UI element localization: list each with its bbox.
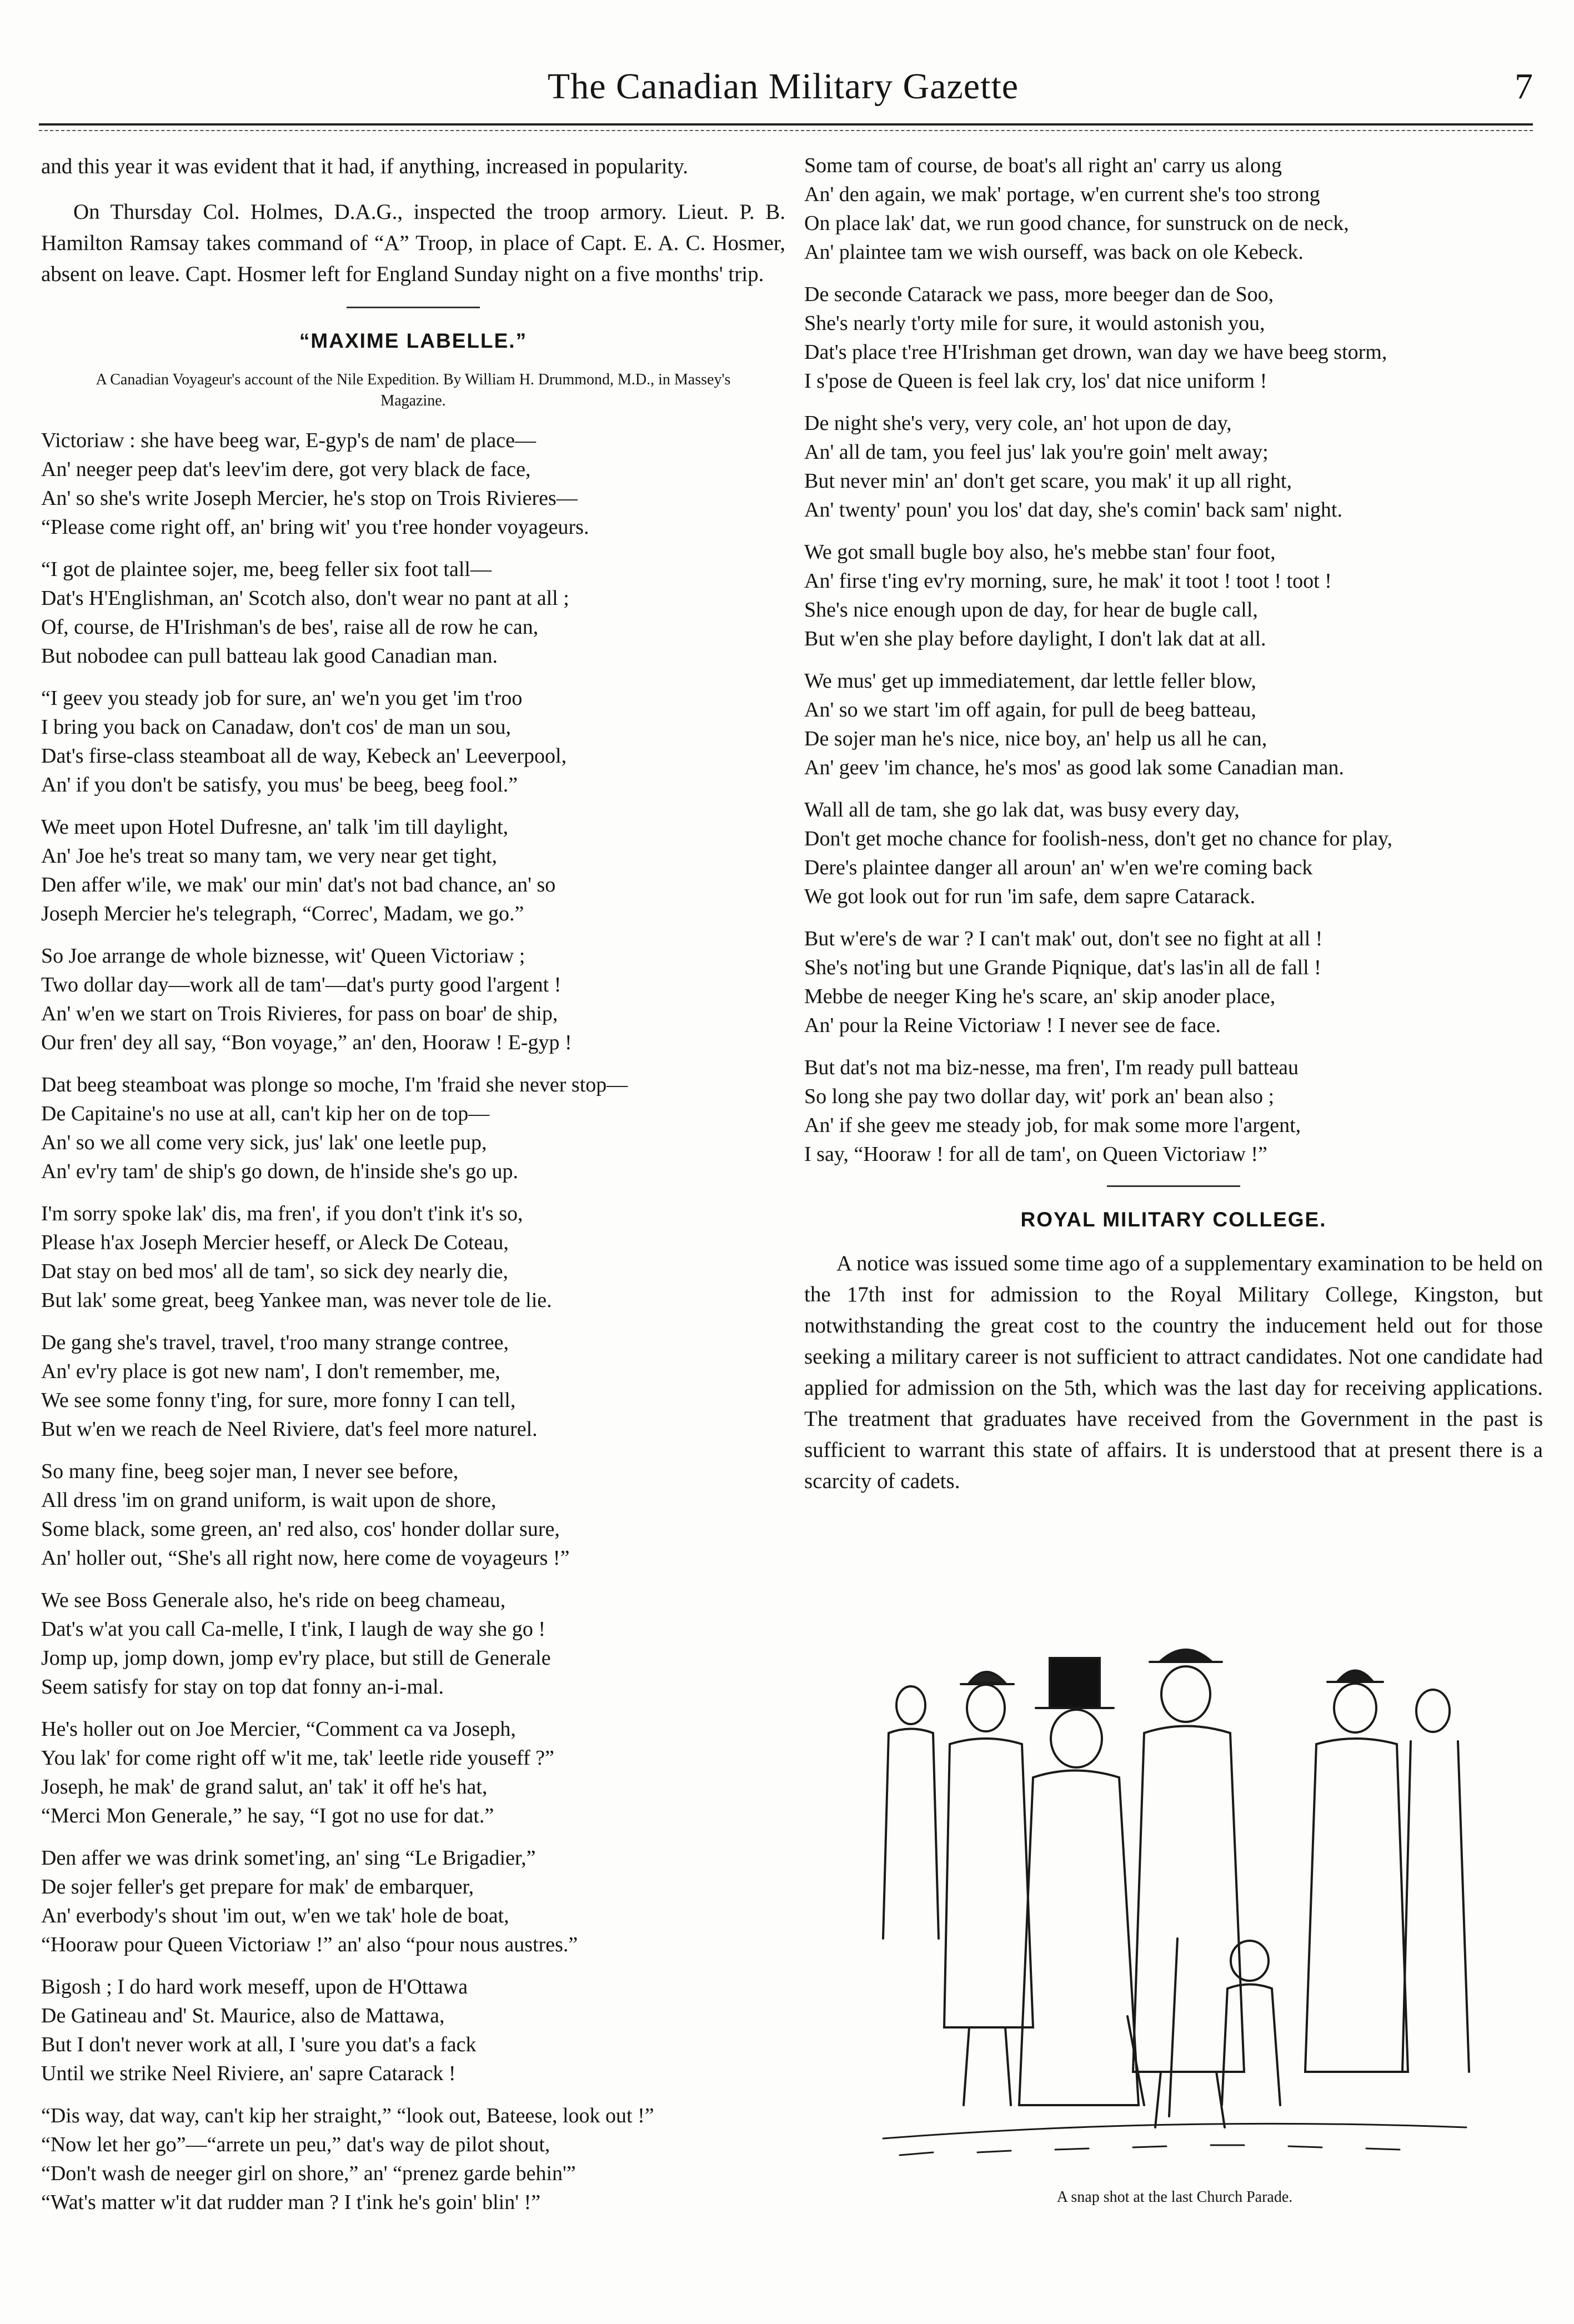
poem-line: I bring you back on Canadaw, don't cos' de man un sou, bbox=[41, 715, 512, 739]
poem-line: But nobodee can pull batteau lak good Canadian man. bbox=[41, 644, 498, 668]
poem-line: An' w'en we start on Trois Rivieres, for pass on boar' de ship, bbox=[41, 1002, 558, 1025]
poem-line: An' if you don't be satisfy, you mus' be beeg, beeg fool.” bbox=[41, 773, 518, 797]
poem-line: De Capitaine's no use at all, can't kip her on de top— bbox=[41, 1102, 490, 1125]
poem-stanza bbox=[41, 555, 785, 670]
poem-line: Dere's plaintee danger all aroun' an' w'en we're coming back bbox=[804, 856, 1313, 879]
poem-line: But w'en she play before daylight, I don't lak dat at all. bbox=[804, 627, 1266, 650]
poem-line: “Please come right off, an' bring wit' you t'ree honder voyageurs. bbox=[41, 515, 589, 539]
poem-line: We see Boss Generale also, he's ride on beeg chameau, bbox=[41, 1589, 506, 1612]
poem-line: So many fine, beeg sojer man, I never see before, bbox=[41, 1460, 459, 1483]
poem-line: But lak' some great, beeg Yankee man, was never tole de lie. bbox=[41, 1289, 552, 1312]
poem-stanzas-left bbox=[41, 426, 785, 2217]
section-divider bbox=[1107, 1185, 1240, 1187]
page-number: 7 bbox=[1515, 66, 1533, 107]
poem-stanza bbox=[804, 280, 1543, 395]
poem-line: Dat's place t'ree H'Irishman get drown, wan day we have beeg storm, bbox=[804, 340, 1387, 364]
poem-line: “Don't wash de neeger girl on shore,” an' “prenez garde behin'” bbox=[41, 2162, 576, 2185]
poem-line: We got look out for run 'im safe, dem sapre Catarack. bbox=[804, 885, 1256, 908]
poem-line: Dat's w'at you call Ca-melle, I t'ink, I laugh de way she go ! bbox=[41, 1617, 546, 1641]
poem-stanza bbox=[804, 1053, 1543, 1169]
poem-line: But w'ere's de war ? I can't mak' out, don't see no fight at all ! bbox=[804, 927, 1323, 950]
poem-line: But w'en we reach de Neel Riviere, dat's feel more naturel. bbox=[41, 1418, 538, 1441]
poem-line: De gang she's travel, travel, t'roo many strange contree, bbox=[41, 1331, 509, 1354]
poem-line: Jomp up, jomp down, jomp ev'ry place, but still de Generale bbox=[41, 1646, 551, 1670]
poem-line: An' plaintee tam we wish ourseff, was back on ole Kebeck. bbox=[804, 241, 1304, 264]
poem-line: An' so she's write Joseph Mercier, he's stop on Trois Rivieres— bbox=[41, 487, 578, 510]
header-rule bbox=[39, 123, 1533, 126]
poem-line: Some tam of course, de boat's all right an' carry us along bbox=[804, 154, 1282, 177]
poem-line: Until we strike Neel Riviere, an' sapre Catarack ! bbox=[41, 2062, 456, 2085]
poem-line: I say, “Hooraw ! for all de tam', on Queen Victoriaw !” bbox=[804, 1143, 1267, 1166]
poem-line: He's holler out on Joe Mercier, “Comment ca va Joseph, bbox=[41, 1717, 516, 1741]
poem-line: She's nice enough upon de day, for hear de bugle call, bbox=[804, 598, 1258, 622]
poem-line: Dat stay on bed mos' all de tam', so sick dey nearly die, bbox=[41, 1260, 509, 1283]
poem-stanza bbox=[41, 1070, 785, 1186]
poem-title: “MAXIME LABELLE.” bbox=[299, 329, 528, 352]
poem-line: An' holler out, “She's all right now, here come de voyageurs !” bbox=[41, 1546, 570, 1570]
poem-stanza bbox=[804, 538, 1543, 653]
poem-stanza bbox=[41, 1972, 785, 2088]
poem-line: An' if she geev me steady job, for mak some more l'argent, bbox=[804, 1114, 1301, 1137]
poem-stanza bbox=[41, 426, 785, 542]
poem-line: But I don't never work at all, I 'sure you dat's a fack bbox=[41, 2033, 477, 2056]
poem-line: De Gatineau and' St. Maurice, also de Mattawa, bbox=[41, 2004, 445, 2027]
poem-line: She's nearly t'orty mile for sure, it would astonish you, bbox=[804, 312, 1265, 335]
poem-line: Please h'ax Joseph Mercier heseff, or Aleck De Coteau, bbox=[41, 1231, 509, 1254]
poem-line: Bigosh ; I do hard work meseff, upon de H'Ottawa bbox=[41, 1975, 468, 1999]
poem-stanza bbox=[41, 1457, 785, 1572]
poem-line: Joseph, he mak' de grand salut, an' tak' it off he's hat, bbox=[41, 1775, 488, 1799]
poem-stanza bbox=[804, 795, 1543, 911]
armory-paragraph: On Thursday Col. Holmes, D.A.G., inspected the troop armory. Lieut. P. B. Hamilton Ramsay takes command of “A” Troop, in place of Capt. E. A. C. Hosmer, absent on leave. Capt. Hosmer left for England Sunday night on a five months' trip. bbox=[41, 200, 785, 286]
poem-stanza bbox=[41, 1328, 785, 1444]
poem-stanza bbox=[41, 2101, 785, 2217]
poem-stanza bbox=[41, 941, 785, 1057]
poem-line: De night she's very, very cole, an' hot upon de day, bbox=[804, 412, 1232, 435]
poem-line: “I got de plaintee sojer, me, beeg feller six foot tall— bbox=[41, 558, 492, 581]
poem-line: An' neeger peep dat's leev'im dere, got very black de face, bbox=[41, 458, 531, 481]
rmc-heading: ROYAL MILITARY COLLEGE. bbox=[1020, 1208, 1327, 1231]
poem-line: An' den again, we mak' portage, w'en current she's too strong bbox=[804, 183, 1320, 206]
poem-line: Victoriaw : she have beeg war, E-gyp's de nam' de place— bbox=[41, 429, 536, 452]
poem-line: Mebbe de neeger King he's scare, an' skip anoder place, bbox=[804, 985, 1276, 1008]
poem-line: An' Joe he's treat so many tam, we very near get tight, bbox=[41, 844, 497, 868]
poem-line: An' ev'ry place is got new nam', I don't remember, me, bbox=[41, 1360, 500, 1383]
poem-line: An' pour la Reine Victoriaw ! I never see de face. bbox=[804, 1014, 1221, 1037]
poem-line: Dat's firse-class steamboat all de way, Kebeck an' Leeverpool, bbox=[41, 744, 567, 768]
poem-line: De sojer man he's nice, nice boy, an' help us all he can, bbox=[804, 727, 1267, 750]
page-header bbox=[33, 66, 1533, 116]
poem-line: You lak' for come right off w'it me, tak' leetle ride youseff ?” bbox=[41, 1746, 554, 1770]
poem-line: An' firse t'ing ev'ry morning, sure, he mak' it toot ! toot ! toot ! bbox=[804, 569, 1332, 593]
poem-line: She's not'ing but une Grande Piqnique, dat's las'in all de fall ! bbox=[804, 956, 1321, 979]
poem-line: Dat's H'Englishman, an' Scotch also, don't wear no pant at all ; bbox=[41, 587, 569, 610]
poem-line: So Joe arrange de whole biznesse, wit' Queen Victoriaw ; bbox=[41, 944, 525, 968]
poem-line: Den affer we was drink somet'ing, an' sing “Le Brigadier,” bbox=[41, 1846, 536, 1870]
poem-line: Den affer w'ile, we mak' our min' dat's not bad chance, an' so bbox=[41, 873, 556, 896]
poem-line: I s'pose de Queen is feel lak cry, los' dat nice uniform ! bbox=[804, 369, 1267, 393]
poem-line: We got small bugle boy also, he's mebbe stan' four foot, bbox=[804, 540, 1276, 564]
poem-line: An' everbody's shout 'im out, w'en we tak' hole de boat, bbox=[41, 1904, 509, 1927]
figure-caption: A snap shot at the last Church Parade. bbox=[1056, 2188, 1293, 2206]
poem-line: An' twenty' poun' you los' dat day, she's comin' back sam' night. bbox=[804, 498, 1342, 522]
poem-stanza bbox=[41, 1199, 785, 1315]
poem-line: Some black, some green, an' red also, cos' honder dollar sure, bbox=[41, 1517, 560, 1541]
poem-stanza bbox=[804, 924, 1543, 1040]
poem-line: We see some fonny t'ing, for sure, more fonny I can tell, bbox=[41, 1389, 516, 1412]
poem-stanza bbox=[41, 1715, 785, 1830]
poem-line: An' so we start 'im off again, for pull de beeg batteau, bbox=[804, 698, 1256, 722]
poem-stanzas-right bbox=[804, 151, 1543, 1169]
poem-line: An' geev 'im chance, he's mos' as good lak some Canadian man. bbox=[804, 756, 1344, 779]
poem-line: We meet upon Hotel Dufresne, an' talk 'im till daylight, bbox=[41, 815, 509, 839]
poem-stanza bbox=[804, 151, 1543, 267]
poem-line: We mus' get up immediatement, dar lettle feller blow, bbox=[804, 669, 1256, 693]
poem-line: An' so we all come very sick, jus' lak' one leetle pup, bbox=[41, 1131, 487, 1154]
publication-title: The Canadian Military Gazette bbox=[547, 66, 1019, 107]
poem-stanza bbox=[804, 409, 1543, 524]
poem-line: “Hooraw pour Queen Victoriaw !” an' also “pour nous austres.” bbox=[41, 1933, 578, 1956]
poem-line: Seem satisfy for stay on top dat fonny an-i-mal. bbox=[41, 1675, 444, 1699]
poem-line: Our fren' dey all say, “Bon voyage,” an' den, Hooraw ! E-gyp ! bbox=[41, 1031, 572, 1054]
poem-line: Joseph Mercier he's telegraph, “Correc', Madam, we go.” bbox=[41, 902, 524, 925]
poem-line: All dress 'im on grand uniform, is wait upon de shore, bbox=[41, 1489, 497, 1512]
poem-line: “Now let her go”—“arrete un peu,” dat's way de pilot shout, bbox=[41, 2133, 550, 2156]
poem-stanza bbox=[41, 1844, 785, 1959]
poem-line: “Merci Mon Generale,” he say, “I got no use for dat.” bbox=[41, 1804, 494, 1827]
section-divider bbox=[347, 307, 480, 308]
poem-line: Wall all de tam, she go lak dat, was busy every day, bbox=[804, 798, 1240, 822]
poem-line: On place lak' dat, we run good chance, for sunstruck on de neck, bbox=[804, 212, 1349, 235]
intro-paragraph: and this year it was evident that it had, if anything, increased in popularity. bbox=[41, 154, 688, 178]
right-column bbox=[804, 151, 1543, 1511]
poem-line: Two dollar day—work all de tam'—dat's purty good l'argent ! bbox=[41, 973, 562, 996]
poem-line: Of, course, de H'Irishman's de bes', raise all de row he can, bbox=[41, 615, 539, 639]
poem-byline: A Canadian Voyageur's account of the Nile Expedition. By William H. Drummond, M.D., in Massey's Magazine. bbox=[96, 371, 731, 409]
poem-line: De seconde Catarack we pass, more beeger dan de Soo, bbox=[804, 283, 1274, 306]
poem-line: “I geev you steady job for sure, an' we'n you get 'im t'roo bbox=[41, 687, 523, 710]
poem-line: So long she pay two dollar day, wit' pork an' bean also ; bbox=[804, 1085, 1275, 1108]
poem-line: De sojer feller's get prepare for mak' de embarquer, bbox=[41, 1875, 474, 1899]
poem-line: Dat beeg steamboat was plonge so moche, I'm 'fraid she never stop— bbox=[41, 1073, 628, 1096]
poem-line: An' all de tam, you feel jus' lak you're goin' melt away; bbox=[804, 440, 1269, 464]
sketch-illustration bbox=[866, 1627, 1483, 2183]
poem-line: I'm sorry spoke lak' dis, ma fren', if you don't t'ink it's so, bbox=[41, 1202, 523, 1225]
poem-line: Don't get moche chance for foolish-ness, don't get no chance for play, bbox=[804, 827, 1393, 850]
poem-stanza bbox=[41, 813, 785, 928]
poem-line: But never min' an' don't get scare, you mak' it up all right, bbox=[804, 469, 1292, 493]
poem-stanza bbox=[41, 684, 785, 799]
left-column bbox=[41, 151, 785, 2230]
poem-line: “Dis way, dat way, can't kip her straight,” “look out, Bateese, look out !” bbox=[41, 2104, 654, 2127]
poem-line: “Wat's matter w'it dat rudder man ? I t'ink he's goin' blin' !” bbox=[41, 2191, 541, 2214]
header-rule-dashed bbox=[39, 130, 1533, 131]
church-parade-illustration bbox=[866, 1627, 1483, 2183]
rmc-paragraph: A notice was issued some time ago of a supplementary examination to be held on the 17th inst for admission to the Royal Military College, Kingston, but notwithstanding the great cost to the country the inducement held out for those seeking a military career is not sufficient to attract candidates. Not one candidate had applied for admission on the 5th, which was the last day for receiving applications. The treatment that graduates have received from the Government in the past is sufficient to warrant this state of affairs. It is understood that at present there is a scarcity of cadets. bbox=[804, 1251, 1543, 1493]
poem-line: But dat's not ma biz-nesse, ma fren', I'm ready pull batteau bbox=[804, 1056, 1299, 1079]
poem-stanza bbox=[804, 667, 1543, 782]
poem-line: An' ev'ry tam' de ship's go down, de h'inside she's go up. bbox=[41, 1160, 519, 1183]
poem-stanza bbox=[41, 1586, 785, 1701]
